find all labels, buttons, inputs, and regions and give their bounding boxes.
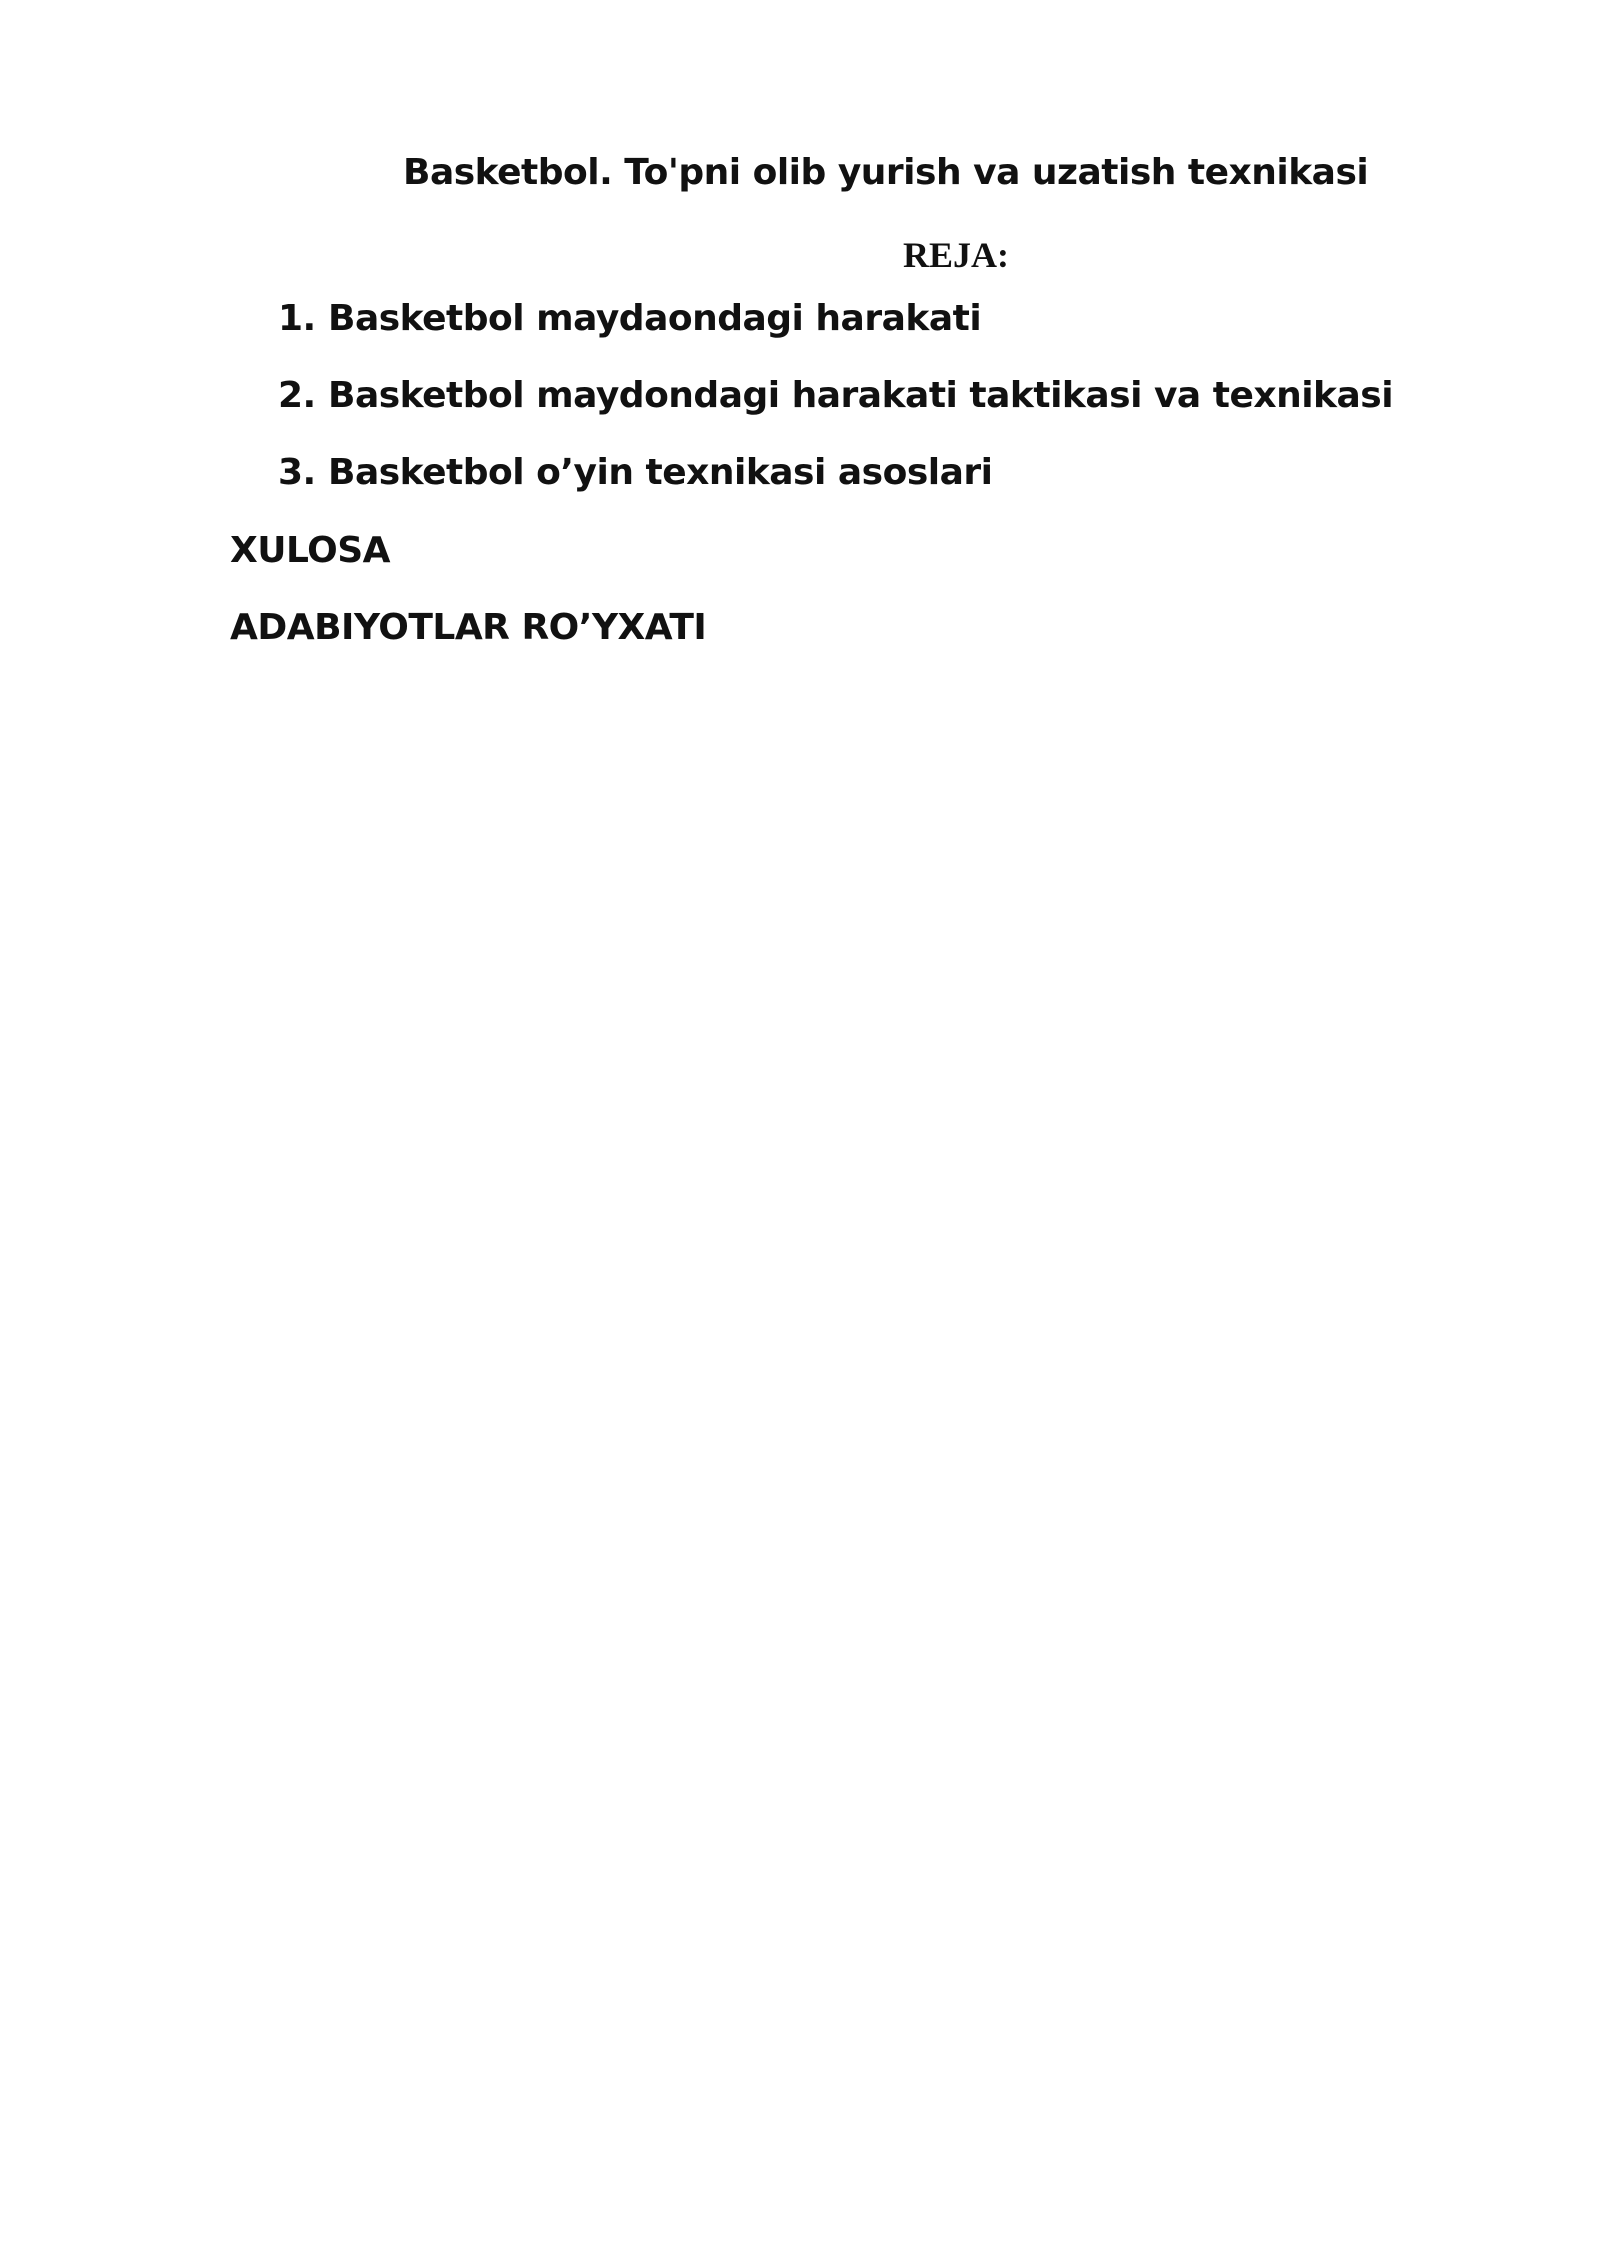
document-title: Basketbol. To'pni olib yurish va uzatish texnikasi — [403, 152, 1369, 193]
plan-item — [278, 298, 1393, 375]
plan-heading: REJA: — [903, 235, 1009, 275]
conclusion-heading: XULOSA — [230, 530, 391, 571]
plan-item-text: Basketbol maydaondagi harakati — [328, 298, 982, 339]
plan-item-number: 3. — [278, 452, 316, 493]
plan-item — [278, 375, 1393, 452]
plan-list — [278, 298, 1393, 529]
plan-item-text: Basketbol maydondagi harakati taktikasi va texnikasi — [328, 375, 1394, 416]
plan-item-text: Basketbol o’yin texnikasi asoslari — [328, 452, 993, 493]
plan-item — [278, 452, 1393, 529]
plan-item-number: 2. — [278, 375, 316, 416]
references-heading: ADABIYOTLAR RO’YXATI — [230, 607, 707, 648]
plan-item-number: 1. — [278, 298, 316, 339]
